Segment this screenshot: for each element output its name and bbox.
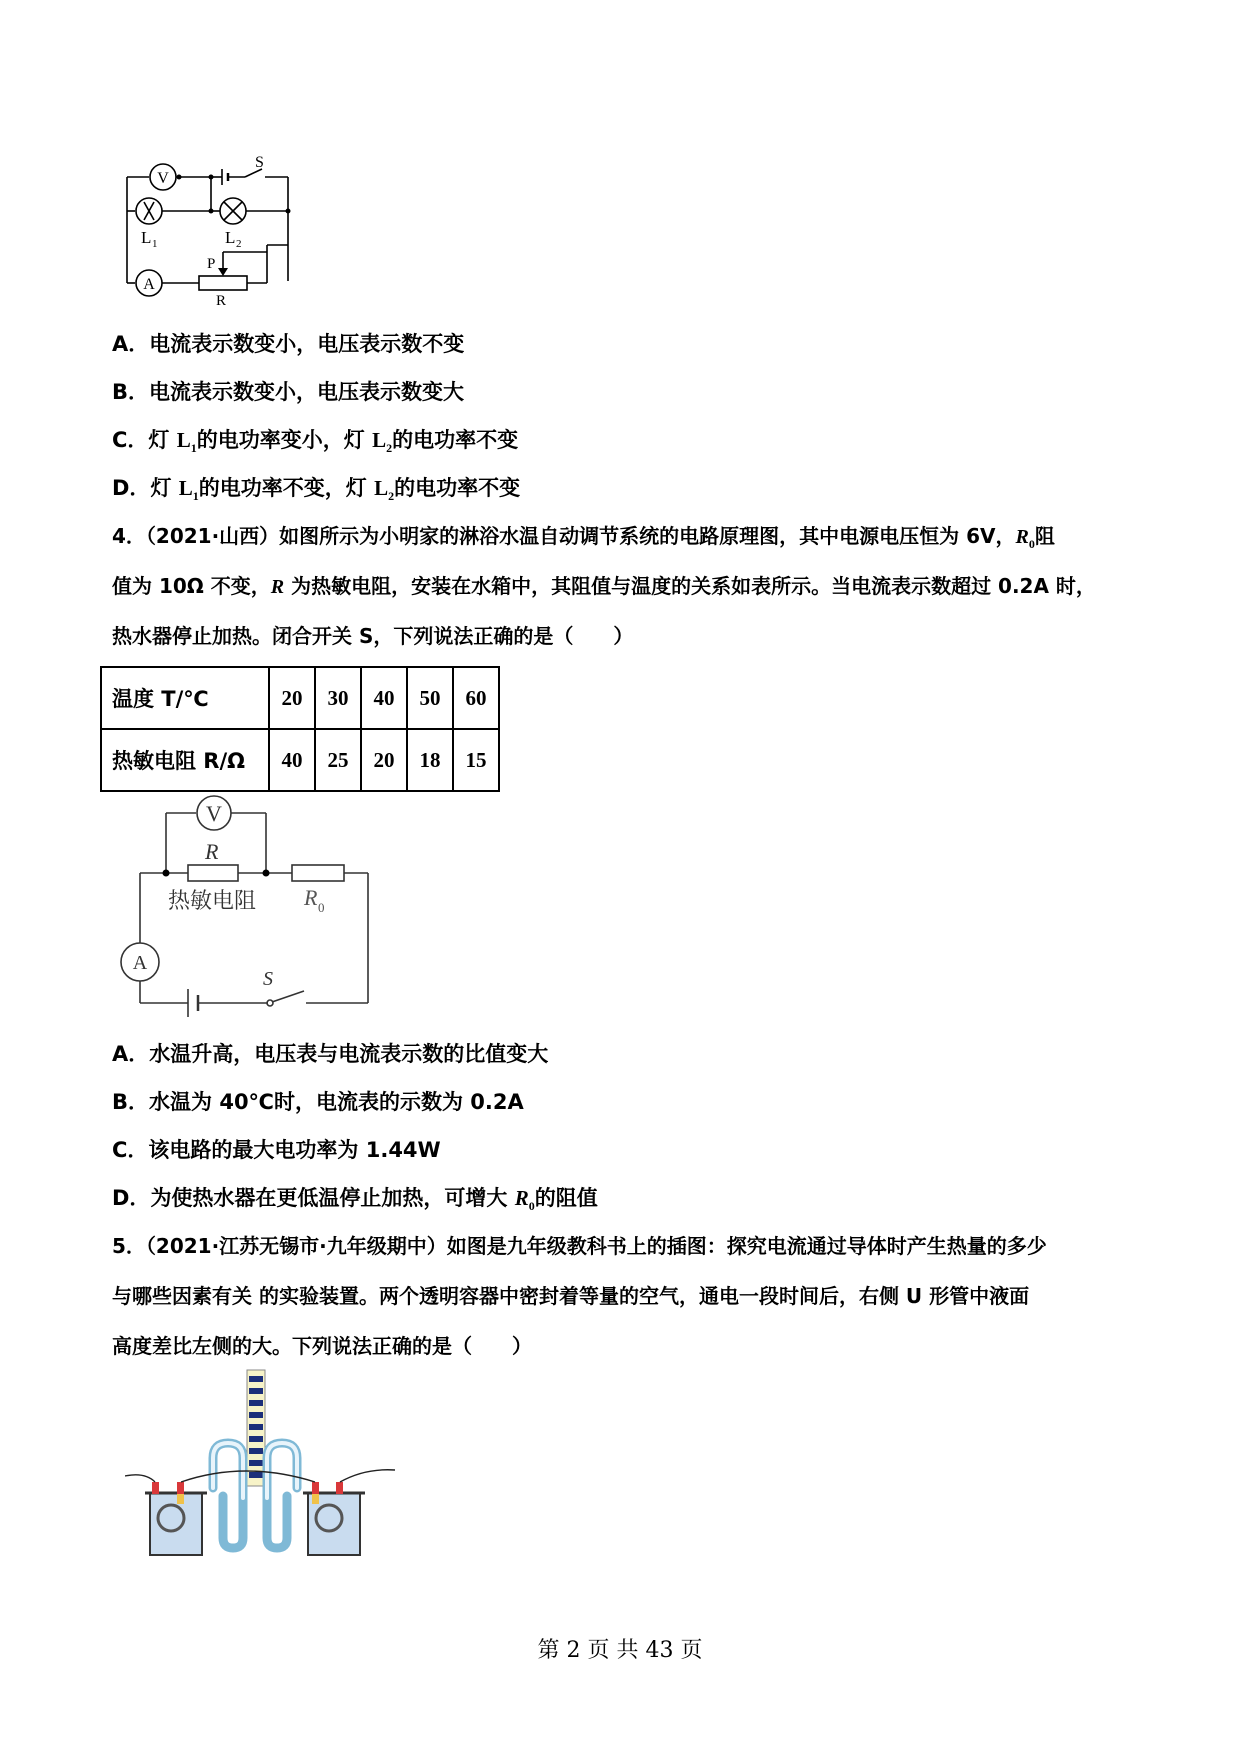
q4-option-a: A．水温升高，电压表与电流表示数的比值变大 (112, 1042, 549, 1066)
q3-option-c: C．灯 $L_1$的电功率变小，灯 $L_2$的电功率不变 (112, 428, 519, 456)
table-cell: 18 (407, 729, 453, 791)
page-footer: 第 2 页 共 43 页 (537, 1638, 703, 1663)
lamp1-subscript: 1 (152, 238, 158, 250)
table-row (101, 729, 499, 791)
q4-stem-line1: 4．（2021·山西）如图所示为小明家的淋浴水温自动调节系统的电路原理图，其中电源电压恒为 6V，$R_0$阻 (112, 524, 1055, 551)
resistor-label: R (205, 839, 219, 864)
switch-label: S (255, 155, 264, 171)
circuit-diagram-q3 (115, 155, 305, 305)
q5-stem-line3: 高度差比左侧的大。下列说法正确的是（ ） (112, 1334, 532, 1358)
q3-option-b: B．电流表示数变小，电压表示数变大 (112, 380, 465, 404)
temperature-resistance-table (100, 666, 500, 792)
table-cell: 20 (361, 729, 407, 791)
thermistor-label: 热敏电阻 (168, 889, 257, 914)
table-cell: 40 (269, 729, 315, 791)
voltmeter-label: V (157, 170, 169, 187)
q4-option-b: B．水温为 40℃时，电流表的示数为 0.2A (112, 1090, 524, 1114)
lamp2-label: L (225, 228, 236, 247)
table-cell: 30 (315, 667, 361, 729)
r0-subscript: 0 (318, 900, 325, 915)
voltmeter-label: V (206, 801, 222, 826)
ammeter-label: A (143, 276, 155, 293)
q4-stem-line2: 值为 10Ω 不变，R 为热敏电阻，安装在水箱中，其阻值与温度的关系如表所示。当电流表示数超过 0.2A 时， (112, 574, 1096, 598)
table-row (101, 667, 499, 729)
slider-label: P (207, 256, 216, 272)
q4-stem-line3: 热水器停止加热。闭合开关 S，下列说法正确的是（ ） (112, 624, 634, 648)
lamp1-label: L (141, 228, 152, 247)
q4-option-d: D．为使热水器在更低温停止加热，可增大 $R_0$的阻值 (112, 1186, 598, 1214)
r0-label: R (304, 885, 318, 910)
table-cell: 40 (361, 667, 407, 729)
q5-stem-line2: 与哪些因素有关 的实验装置。两个透明容器中密封着等量的空气，通电一段时间后，右侧 U 形管中液面 (112, 1284, 1030, 1308)
switch-label: S (263, 968, 273, 990)
table-cell: 25 (315, 729, 361, 791)
table-cell: 50 (407, 667, 453, 729)
q4-option-c: C．该电路的最大电功率为 1.44W (112, 1138, 441, 1162)
rheostat-label: R (216, 293, 227, 305)
q3-option-a: A．电流表示数变小，电压表示数不变 (112, 332, 465, 356)
ammeter-label: A (132, 952, 148, 974)
circuit-diagram-q4 (118, 795, 378, 1025)
joule-heating-apparatus-illustration (125, 1368, 415, 1563)
q5-stem-line1: 5．（2021·江苏无锡市·九年级期中）如图是九年级教科书上的插图：探究电流通过导体时产生热量的多少 (112, 1234, 1047, 1258)
table-cell: 20 (269, 667, 315, 729)
table-cell: 60 (453, 667, 499, 729)
lamp2-subscript: 2 (236, 238, 242, 250)
table-cell: 15 (453, 729, 499, 791)
table-header-temperature: 温度 T/℃ (101, 667, 269, 729)
q3-option-d: D．灯 $L_1$的电功率不变，灯 $L_2$的电功率不变 (112, 476, 521, 504)
table-header-resistance: 热敏电阻 R/Ω (101, 729, 269, 791)
